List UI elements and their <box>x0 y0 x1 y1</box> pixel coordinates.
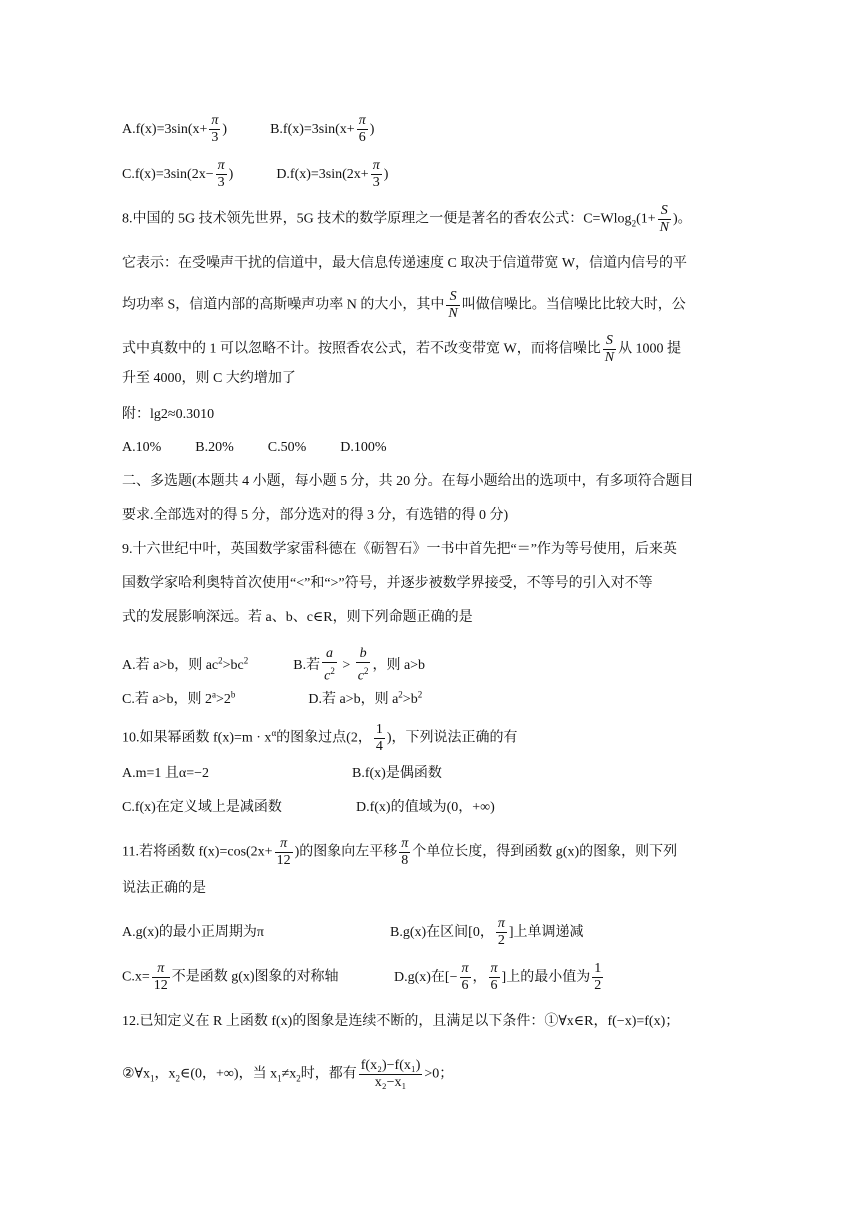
superscript: 2 <box>243 654 249 665</box>
q9-options-row-2 <box>122 684 422 710</box>
q11-text: 个单位长度，得到函数 g(x)的图象，则下列 <box>412 844 678 860</box>
q8-line-5: 升至 4000，则 C 大约增加了 <box>122 371 296 386</box>
frac-den: 2 <box>594 978 602 993</box>
frac-num: π <box>152 961 170 978</box>
q9-options-row-1 <box>122 646 425 685</box>
q12-text: >0； <box>424 1066 454 1082</box>
q8-text: 式中真数中的 1 可以忽略不计。按照香农公式，若不改变带宽 W，而将信噪比 <box>122 341 601 357</box>
frac-num: π <box>401 836 409 851</box>
q7-option-c-text: C.f(x)=3sin(2x− <box>122 166 214 182</box>
q9-text: C.若 a>b，则 2 <box>122 691 212 707</box>
frac-num: π <box>461 961 469 976</box>
q8-option-d: D.100% <box>340 440 387 455</box>
frac-den: 3 <box>217 175 225 190</box>
q11-option-a: A.g(x)的最小正周期为π <box>122 924 265 940</box>
q8-option-c: C.50% <box>267 440 307 455</box>
superscript: b <box>230 689 236 699</box>
frac-den: N <box>604 350 615 365</box>
q12-line-1: 12.已知定义在 R 上函数 f(x)的图象是连续不断的，且满足以下条件：①∀x∈R，f(−x)=f(x)； <box>122 1014 680 1029</box>
superscript: 2 <box>330 666 335 676</box>
q9-text: D.若 a>b，则 a <box>308 691 399 707</box>
subscript: 2 <box>296 1073 301 1084</box>
fraction <box>658 203 671 236</box>
q7-option-b <box>270 113 375 145</box>
fraction <box>356 646 371 685</box>
superscript: α <box>271 728 277 739</box>
q8-line-3 <box>122 289 686 322</box>
fraction <box>374 722 385 755</box>
superscript: a <box>211 689 216 699</box>
subscript: 2 <box>631 218 637 229</box>
frac-num: a <box>322 646 337 663</box>
q9-text: >2 <box>215 691 231 707</box>
frac-num: S <box>446 289 459 306</box>
q9-text: ，则 a>b <box>372 657 426 673</box>
fraction <box>603 333 616 366</box>
fraction <box>489 961 500 994</box>
q11-line-2: 说法正确的是 <box>122 881 206 896</box>
frac-den: 4 <box>375 739 383 754</box>
fraction <box>592 961 603 994</box>
frac-num: S <box>658 203 671 220</box>
q10-option-b: B.f(x)是偶函数 <box>352 766 442 781</box>
q10-text: )，下列说法正确的有 <box>386 730 518 746</box>
frac-den: 6 <box>358 130 366 145</box>
q8-text: (1+ <box>636 211 656 227</box>
q7-option-d <box>276 158 389 190</box>
q12-text: ，x <box>154 1066 176 1082</box>
q10-text: 10.如果幂函数 f(x)=m · x <box>122 730 272 746</box>
q8-line-4 <box>122 333 681 366</box>
fraction <box>275 836 293 869</box>
q8-text: 8.中国的 5G 技术领先世界，5G 技术的数学原理之一便是著名的香农公式：C=Wlog <box>122 211 632 227</box>
q9-text: >b <box>402 691 418 707</box>
superscript: 2 <box>363 666 369 676</box>
q12-text: ∈(0，+∞)，当 x <box>180 1066 278 1082</box>
q11-text: 11.若将函数 f(x)=cos(2x+ <box>122 844 273 860</box>
paren: ) <box>369 121 375 137</box>
fraction <box>216 158 227 191</box>
q7-option-row-1 <box>122 113 374 146</box>
frac-num: 1 <box>375 722 383 737</box>
q8-option-b: B.20% <box>195 440 234 455</box>
fraction <box>359 1058 423 1091</box>
frac-den: 3 <box>372 175 380 190</box>
q7-option-row-2 <box>122 158 388 191</box>
fraction <box>209 113 220 146</box>
section2-heading-line-2: 要求.全部选对的得 5 分，部分选对的得 3 分，有选错的得 0 分) <box>122 508 509 523</box>
q11-options-row-2 <box>122 961 605 994</box>
q9-text: B.若 <box>293 657 321 673</box>
q9-text: A.若 a>b，则 ac <box>122 657 219 673</box>
frac-num: π <box>217 158 225 173</box>
q11-option-d <box>394 961 605 993</box>
q9-text: >bc <box>222 657 244 673</box>
frac-den <box>322 663 337 685</box>
frac-den: N <box>659 220 669 235</box>
q10-options-row-1 <box>122 764 442 784</box>
q11-text: ]上的最小值为 <box>501 969 591 985</box>
subscript: 1 <box>150 1073 155 1084</box>
q11-text: B.g(x)在区间[0， <box>390 924 494 940</box>
q9-option-d <box>308 689 423 707</box>
q11-text: )的图象向左平移 <box>294 844 398 860</box>
frac-num: π <box>358 113 366 128</box>
q10-options-row-2 <box>122 798 495 818</box>
q8-text: 从 1000 提 <box>618 341 682 357</box>
q8-text: 均功率 S，信道内部的高斯噪声功率 N 的大小，其中 <box>122 297 445 313</box>
q8-text: 叫做信噪比。当信噪比比较大时，公 <box>461 297 686 313</box>
q11-text: D.g(x)在[− <box>394 969 458 985</box>
frac-num: π <box>275 836 293 853</box>
q11-option-c <box>122 961 394 994</box>
frac-num: π <box>211 113 219 128</box>
q9-option-b: B.若 $\frac{a}{c^2}$ > $\frac{b}{c^2}$ ，则 a>b <box>293 646 426 684</box>
frac-den: 6 <box>461 978 469 993</box>
q11-text: C.x= <box>122 969 150 985</box>
q9-option-a <box>122 654 249 673</box>
q8-option-a: A.10% <box>122 440 162 455</box>
frac-num: π <box>372 158 380 173</box>
frac-num: π <box>497 916 505 931</box>
q8-line-1 <box>122 203 692 236</box>
subscript: 2 <box>175 1073 180 1084</box>
q7-option-c <box>122 158 234 190</box>
frac-den: 3 <box>211 130 219 145</box>
q12-text: ≠x <box>281 1066 297 1082</box>
paren: ) <box>228 166 234 182</box>
frac-num: S <box>603 333 616 350</box>
fraction <box>357 113 368 146</box>
fraction <box>322 646 337 685</box>
q8-note: 附：lg2≈0.3010 <box>122 407 215 422</box>
q10-stem <box>122 722 518 755</box>
q11-stem <box>122 836 677 869</box>
frac-den: 12 <box>153 978 168 993</box>
frac-den <box>356 663 371 685</box>
fraction <box>399 836 410 869</box>
q9-option-c <box>122 689 236 707</box>
superscript: 2 <box>218 654 223 665</box>
frac-den: 12 <box>276 853 291 868</box>
section2-heading-line-1: 二、多选题(本题共 4 小题，每小题 5 分，共 20 分。在每小题给出的选项中，有多项符合题目 <box>122 474 694 489</box>
q12-line-2 <box>122 1058 453 1091</box>
q12-text: ②∀x <box>122 1066 150 1082</box>
paren: ) <box>222 121 228 137</box>
q10-text: 的图象过点(2， <box>276 730 372 746</box>
q7-option-a-text: A.f(x)=3sin(x+ <box>122 121 208 137</box>
q8-text: )。 <box>672 211 692 227</box>
frac-den-var: c <box>324 668 331 684</box>
superscript: 2 <box>398 689 403 699</box>
subscript: 1 <box>277 1073 282 1084</box>
q11-options-row-1 <box>122 916 584 949</box>
q11-text: ]上单调递减 <box>508 924 584 940</box>
superscript: 2 <box>417 689 423 699</box>
frac-num: 1 <box>594 961 602 976</box>
q8-line-2: 它表示：在受噪声干扰的信道中，最大信息传递速度 C 取决于信道带宽 W，信道内信号的平 <box>122 256 688 271</box>
fraction <box>496 916 507 949</box>
frac-num: π <box>490 961 498 976</box>
q9-line-2: 国数学家哈利奥特首次使用“<”和“>”符号，并逐步被数学界接受，不等号的引入对不等 <box>122 576 653 591</box>
q9-line-1: 9.十六世纪中叶，英国数学家雷科德在《砺智石》一书中首先把“＝”作为等号使用，后来英 <box>122 542 677 557</box>
q11-option-b <box>390 916 584 948</box>
q7-option-a <box>122 113 228 145</box>
frac-num: b <box>356 646 371 663</box>
frac-den: 2 <box>497 933 505 948</box>
q9-line-3: 式的发展影响深远。若 a、b、c∈R，则下列命题正确的是 <box>122 610 473 625</box>
frac-num: f(x₂)−f(x₁) <box>360 1058 421 1073</box>
q10-option-d: D.f(x)的值域为(0，+∞) <box>356 800 495 815</box>
q7-option-b-text: B.f(x)=3sin(x+ <box>270 121 355 137</box>
frac-den: 8 <box>401 853 409 868</box>
q11-text: ， <box>472 969 487 985</box>
paren: ) <box>383 166 389 182</box>
q11-text: 不是函数 g(x)图象的对称轴 <box>171 969 339 985</box>
q10-option-a: A.m=1 且α=−2 <box>122 766 210 781</box>
frac-den: x₂−x₁ <box>374 1075 407 1090</box>
fraction <box>152 961 170 994</box>
frac-den: N <box>448 306 458 321</box>
frac-den-var: c <box>357 668 364 684</box>
q7-option-d-text: D.f(x)=3sin(2x+ <box>276 166 369 182</box>
q12-text: 时，都有 <box>300 1066 357 1082</box>
q10-option-c: C.f(x)在定义域上是减函数 <box>122 800 282 815</box>
frac-den: 6 <box>490 978 498 993</box>
fraction <box>446 289 459 322</box>
fraction <box>460 961 471 994</box>
fraction <box>371 158 382 191</box>
q8-options <box>122 438 387 458</box>
